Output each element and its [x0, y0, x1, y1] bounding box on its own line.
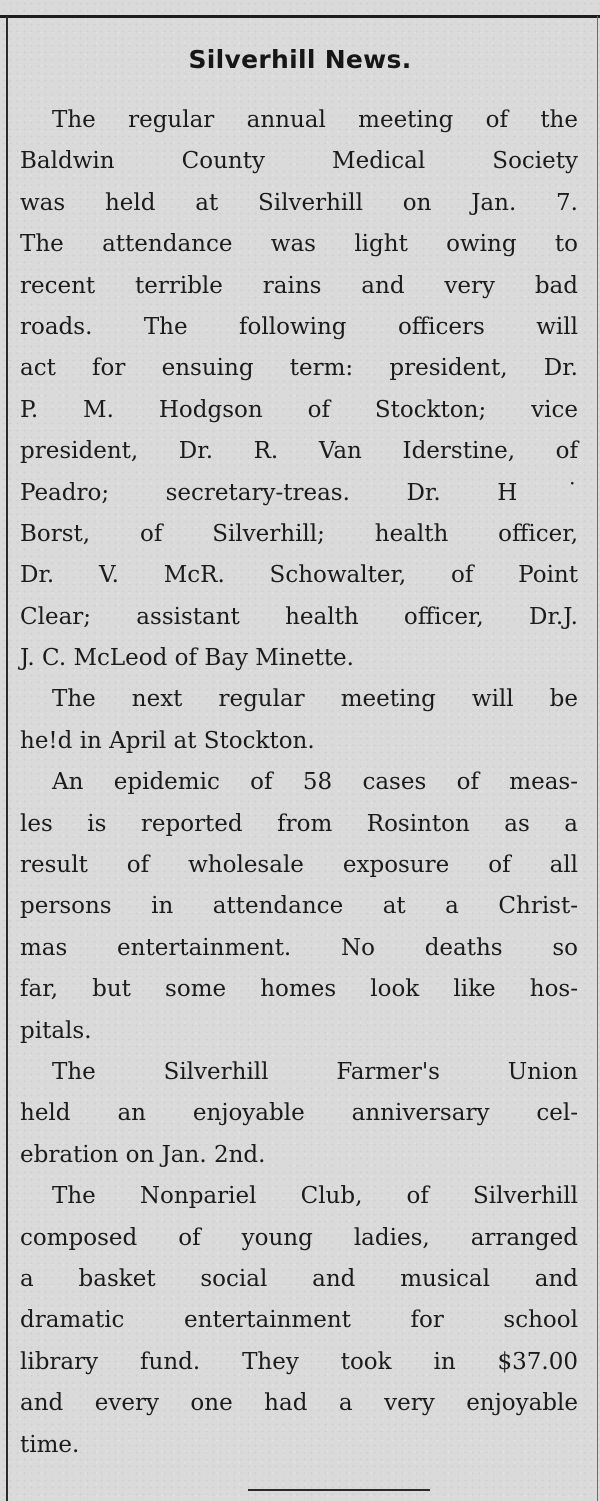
end-of-article-rule: [248, 1489, 430, 1491]
article-body: [20, 100, 578, 1466]
left-column-rule: [6, 16, 8, 1501]
top-column-rule: [0, 0, 600, 18]
article-line: persons in attendance at a Christ-: [20, 893, 578, 920]
article-line: ebration on Jan. 2nd.: [20, 1141, 266, 1168]
article-line: Peadro; secretary-treas. Dr. H˙: [20, 479, 578, 506]
article-line: held an enjoyable anniversary cel-: [20, 1100, 578, 1127]
article-line: dramatic entertainment for school: [20, 1307, 578, 1334]
article-line: far, but some homes look like hos-: [20, 976, 578, 1003]
article-line: Baldwin County Medical Society: [20, 148, 578, 175]
article-line: recent terrible rains and very bad: [20, 272, 578, 299]
article-line: P. M. Hodgson of Stockton; vice: [20, 396, 578, 423]
article-line: J. C. McLeod of Bay Minette.: [20, 645, 354, 672]
article-line: roads. The following officers will: [20, 313, 578, 340]
article-line: act for ensuing term: president, Dr.: [20, 355, 578, 382]
article-line: president, Dr. R. Van Iderstine, of: [20, 438, 578, 465]
article-line: result of wholesale exposure of all: [20, 852, 578, 879]
article-line: mas entertainment. No deaths so: [20, 934, 578, 961]
right-column-rule: [597, 16, 598, 1501]
article-line: The regular annual meeting of the: [52, 107, 578, 133]
article-line: pitals.: [20, 1017, 92, 1044]
article-line: Borst, of Silverhill; health officer,: [20, 520, 578, 547]
article-line: a basket social and musical and: [20, 1265, 578, 1292]
article-line: library fund. They took in $37.00: [20, 1348, 578, 1375]
article-line: An epidemic of 58 cases of meas-: [52, 769, 578, 796]
article-line: and every one had a very enjoyable: [20, 1390, 578, 1417]
article-line: Dr. V. McR. Schowalter, of Point: [20, 562, 578, 589]
article-line: was held at Silverhill on Jan. 7.: [20, 189, 578, 216]
article-line: time.: [20, 1431, 80, 1458]
article-line: he!d in April at Stockton.: [20, 727, 315, 754]
headline: Silverhill News.: [188, 45, 412, 74]
article-line: Clear; assistant health officer, Dr.J.: [20, 603, 578, 630]
article-line: The Nonpariel Club, of Silverhill: [52, 1183, 578, 1210]
article-line: The attendance was light owing to: [20, 231, 578, 258]
article-line: The next regular meeting will be: [52, 686, 578, 713]
article-line: The Silverhill Farmer's Union: [52, 1058, 578, 1085]
article-line: composed of young ladies, arranged: [20, 1224, 578, 1251]
article-line: les is reported from Rosinton as a: [20, 810, 578, 837]
